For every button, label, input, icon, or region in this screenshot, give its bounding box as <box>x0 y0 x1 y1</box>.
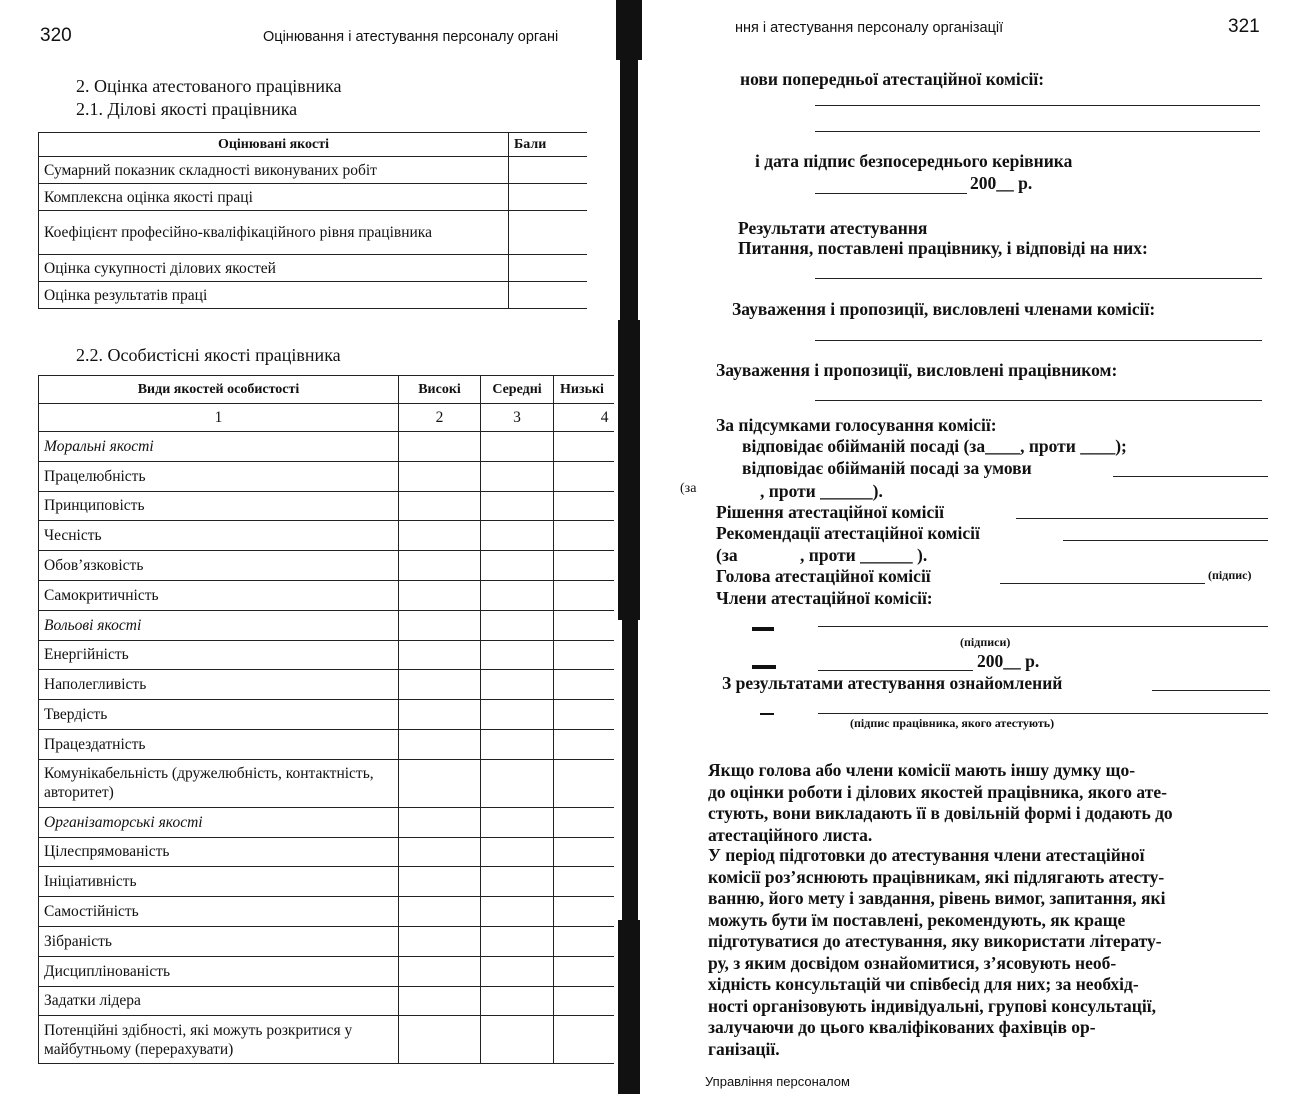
members-label: Члени атестаційної комісії: <box>716 588 933 608</box>
table1-cell <box>509 255 587 282</box>
table1-row: Комплексна оцінка якості праці <box>39 184 509 211</box>
table2-row: Наполегливість <box>39 670 399 700</box>
table2-colnum: 4 <box>554 404 614 432</box>
table2-header-medium: Середні <box>481 376 554 404</box>
prev-commission-label: нови попередньої атестаційної комісії: <box>740 69 1045 89</box>
decision-label: Рішення атестаційної комісії <box>716 502 944 522</box>
personal-qualities-table <box>38 375 614 1064</box>
table2-row: Вольові якості <box>39 610 399 640</box>
for-against-2-open: (за <box>716 545 738 565</box>
section-2-title: 2. Оцінка атестованого працівника <box>76 76 342 96</box>
table2-colnum: 1 <box>39 404 399 432</box>
member-remarks-label: Зауваження і пропозиції, висловлені членами комісії: <box>732 299 1156 319</box>
table2-row: Самокритичність <box>39 580 399 610</box>
table1-row: Оцінка сукупності ділових якостей <box>39 255 509 282</box>
table2-row: Енергійність <box>39 640 399 670</box>
table2-row: Обов’язковість <box>39 551 399 581</box>
table1-row: Сумарний показник складності виконуваних робіт <box>39 157 509 184</box>
table2-row: Потенційні здібності, які можуть розкритися у майбутньому (перерахувати) <box>39 1016 399 1064</box>
for-against-2: , проти ______ ). <box>800 545 928 565</box>
right-running-head: ння і атестування персоналу організації <box>735 20 1004 36</box>
table2-row: Організаторські якості <box>39 807 399 837</box>
table1-cell <box>509 211 587 255</box>
worker-signature-note: (підпис працівника, якого атестують) <box>850 716 1055 730</box>
table1-row: Оцінка результатів праці <box>39 282 509 309</box>
table2-row: Задатки лідера <box>39 986 399 1016</box>
table2-row: Працелюбність <box>39 461 399 491</box>
table2-row: Твердість <box>39 700 399 730</box>
questions-label: Питання, поставлені працівнику, і відповіді на них: <box>738 238 1148 258</box>
table1-header-points: Бали <box>509 133 587 157</box>
table2-row: Ініціативність <box>39 867 399 897</box>
table1-cell <box>509 184 587 211</box>
page-footer: Управління персоналом <box>705 1074 850 1089</box>
signatures-note: (підписи) <box>960 635 1011 649</box>
manager-signature-label: і дата підпис безпосереднього керівника <box>755 151 1073 171</box>
table2-header-kinds: Види якостей особистості <box>39 376 399 404</box>
section-2-2-title: 2.2. Особистісні якості працівника <box>76 345 341 365</box>
table2-row: Самостійність <box>39 897 399 927</box>
recommendations-label: Рекомендації атестаційної комісії <box>716 523 980 543</box>
table2-header-high: Високі <box>399 376 481 404</box>
table1-cell <box>509 157 587 184</box>
for-against-1-open: (за <box>680 481 697 496</box>
signature-note: (підпис) <box>1208 568 1252 582</box>
table2-row: Принциповість <box>39 491 399 521</box>
date-year-1: 200__ р. <box>970 173 1033 193</box>
business-qualities-table <box>38 132 587 309</box>
corresponds-condition: відповідає обійманій посаді за умови <box>742 458 1032 478</box>
left-running-head: Оцінювання і атестування персоналу органі <box>263 29 559 45</box>
table2-row: Чесність <box>39 521 399 551</box>
dash-mark <box>752 627 774 631</box>
section-2-1-title: 2.1. Ділові якості працівника <box>76 99 298 119</box>
right-page-number: 321 <box>1228 16 1260 37</box>
book-spine <box>612 0 652 1094</box>
worker-remarks-label: Зауваження і пропозиції, висловлені працівником: <box>716 360 1118 380</box>
dash-mark <box>760 713 774 715</box>
table2-row: Зібраність <box>39 926 399 956</box>
table1-row: Коефіцієнт професійно-кваліфікаційного рівня працівника <box>39 211 509 255</box>
paragraph-dissenting-opinion: Якщо голова або члени комісії мають іншу думку що- до оцінки роботи і ділових якостей працівника, якого ате- стують, вони викладають її в довільній формі і додають до атестаційного листа. <box>708 760 1173 845</box>
chairman-label: Голова атестаційної комісії <box>716 566 931 586</box>
table2-row: Комунікабельність (дружелюбність, контактність, авторитет) <box>39 759 399 807</box>
results-title: Результати атестування <box>738 218 928 238</box>
table2-row: Цілеспрямованість <box>39 837 399 867</box>
corresponds-position: відповідає обійманій посаді (за____, проти ____); <box>742 436 1127 456</box>
paragraph-preparation: У період підготовки до атестування члени атестаційної комісії роз’яснюють працівникам, які підлягають атесту- ванню, його мету і завдання, рівень вимог, запитання, які можуть бути їм поставлені, рекомендують, як краще підготуватися до атестування, яку використати літерату- ру, з яким досвідом ознайомитися, з’ясовують необ- хідність консультацій чи співбесід для них; за необхід- ності організовують індивідуальні, групові консультації, залучаючи до цього кваліфікованих фахівців ор- ганізації. <box>708 845 1166 1059</box>
table2-row: Дисциплінованість <box>39 956 399 986</box>
table1-header-qualities: Оцінювані якості <box>39 133 509 157</box>
table2-colnum: 2 <box>399 404 481 432</box>
table2-row: Працездатність <box>39 729 399 759</box>
table2-colnum: 3 <box>481 404 554 432</box>
for-against-1: , проти ______). <box>760 481 883 501</box>
vote-results-label: За підсумками голосування комісії: <box>716 415 997 435</box>
dash-mark <box>752 665 776 669</box>
date-year-2: 200__ р. <box>977 651 1040 671</box>
table1-cell <box>509 282 587 309</box>
table2-row: Моральні якості <box>39 432 399 462</box>
left-page-number: 320 <box>40 25 72 46</box>
acquainted-label: З результатами атестування ознайомлений <box>722 673 1063 693</box>
table2-header-low: Низькі <box>554 376 614 404</box>
